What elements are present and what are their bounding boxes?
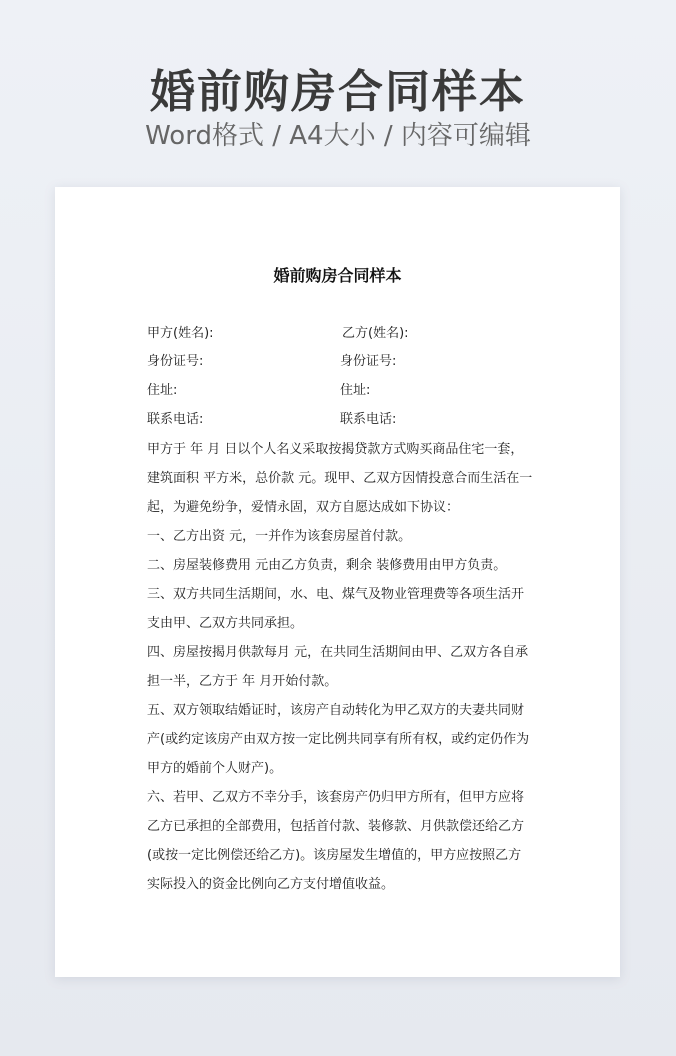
clause-1: 一、乙方出资 元，一并作为该套房屋首付款。 (147, 529, 412, 544)
page-subtitle: Word格式 / A4大小 / 内容可编辑 (145, 121, 531, 151)
clause-2: 二、房屋装修费用 元由乙方负责，剩余 装修费用由甲方负责。 (147, 558, 507, 573)
clause-6: 六、若甲、乙双方不幸分手，该套房产仍归甲方所有，但甲方应将乙方已承担的全部费用，包括首付款、装修款、月供款偿还给乙方(或按一定比例偿还给乙方)。该房屋发生增值的，甲方应按照乙方实际投入的资金比例向乙方支付增值收益。 (147, 790, 525, 892)
party-b-name-field: 乙方(姓名): (342, 326, 409, 341)
clause-5: 五、双方领取结婚证时，该房产自动转化为甲乙双方的夫妻共同财产(或约定该房产由双方按一定比例共同享有所有权，或约定仍作为甲方的婚前个人财产)。 (147, 703, 530, 776)
party-b-phone-field: 联系电话: (340, 412, 397, 427)
document-page (55, 187, 620, 977)
party-a-id-field: 身份证号: (147, 354, 204, 369)
clause-3: 三、双方共同生活期间，水、电、煤气及物业管理费等各项生活开支由甲、乙双方共同承担。 (147, 587, 525, 631)
clause-4: 四、房屋按揭月供款每月 元，在共同生活期间由甲、乙双方各自承担一半，乙方于 年 月开始付款。 (147, 645, 529, 689)
contract-body (147, 435, 533, 899)
party-b-address-field: 住址: (340, 383, 371, 398)
party-a-name-field: 甲方(姓名): (147, 326, 214, 341)
party-b-id-field: 身份证号: (340, 354, 397, 369)
page-title: 婚前购房合同样本 (149, 65, 526, 118)
party-a-phone-field: 联系电话: (147, 412, 204, 427)
party-a-address-field: 住址: (147, 383, 178, 398)
document-title: 婚前购房合同样本 (273, 266, 402, 285)
contract-intro-paragraph: 甲方于 年 月 日以个人名义采取按揭贷款方式购买商品住宅一套，建筑面积 平方米，总价款 元。现甲、乙双方因情投意合而生活在一起，为避免纷争，爱情永固，双方自愿达成如下协议： (147, 442, 533, 515)
